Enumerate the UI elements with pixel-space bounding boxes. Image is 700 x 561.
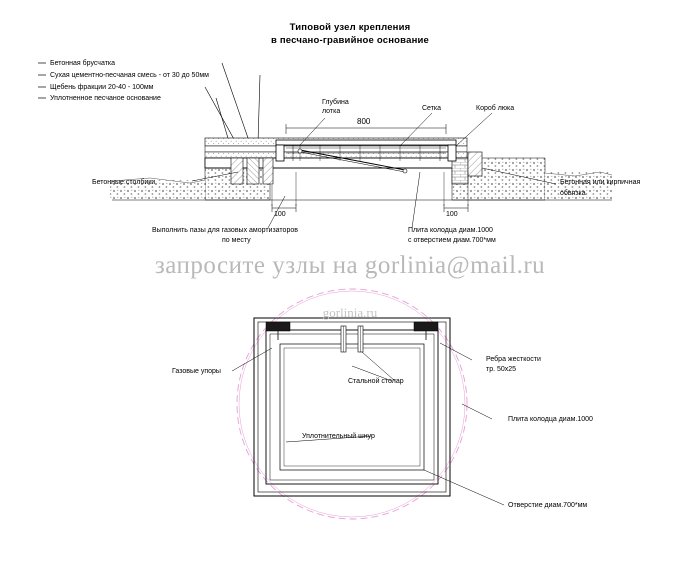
dimension-right-100: 100 bbox=[446, 211, 458, 218]
label-hole-700: Отверстие диам.700*мм bbox=[508, 502, 588, 509]
note-groove-line1: Выполнить пазы для газовых амортизаторов bbox=[152, 227, 298, 234]
legend-item-3: Уплотненное песчаное основание bbox=[50, 95, 161, 102]
page-title-line2: в песчано-гравийное основание bbox=[270, 35, 430, 46]
page-title-line1: Типовой узел крепления bbox=[289, 22, 411, 33]
watermark-site: gorlinia.ru bbox=[322, 305, 378, 320]
label-ribs-line1: Ребра жесткости bbox=[486, 356, 541, 363]
label-mesh: Сетка bbox=[422, 105, 442, 112]
label-concrete-brick-line1: Бетонная или кирпичная bbox=[560, 179, 641, 186]
dimension-left-100: 100 bbox=[274, 211, 286, 218]
legend-item-1: Сухая цементно-песчаная смесь - от 30 до 50мм bbox=[50, 72, 209, 79]
note-groove-line2: по месту bbox=[222, 237, 251, 244]
label-concrete-posts: Бетонные столбики bbox=[92, 179, 156, 186]
note-slab-line1: Плита колодца диам.1000 bbox=[408, 227, 493, 234]
legend-item-2: Щебень фракции 20-40 - 100мм bbox=[50, 84, 154, 91]
label-depth-line2: лотка bbox=[322, 108, 341, 115]
label-gas-struts: Газовые упоры bbox=[172, 368, 221, 375]
label-concrete-brick-line2: обвязка bbox=[560, 190, 586, 197]
dimension-800: 800 bbox=[357, 117, 371, 126]
watermark-email: запросите узлы на gorlinia@mail.ru bbox=[154, 252, 546, 279]
label-slab-1000: Плита колодца диам.1000 bbox=[508, 416, 593, 423]
label-hatch-box: Короб люка bbox=[476, 105, 515, 112]
label-ribs-line2: тр. 50х25 bbox=[486, 366, 517, 373]
label-sealing-cord: Уплотнительный шнур bbox=[302, 433, 375, 440]
note-slab-line2: с отверстием диам.700*мм bbox=[408, 237, 496, 244]
legend-item-0: Бетонная брусчатка bbox=[50, 60, 116, 67]
label-steel-table: Стальной столар bbox=[348, 378, 404, 385]
label-depth-line1: Глубина bbox=[322, 99, 349, 106]
